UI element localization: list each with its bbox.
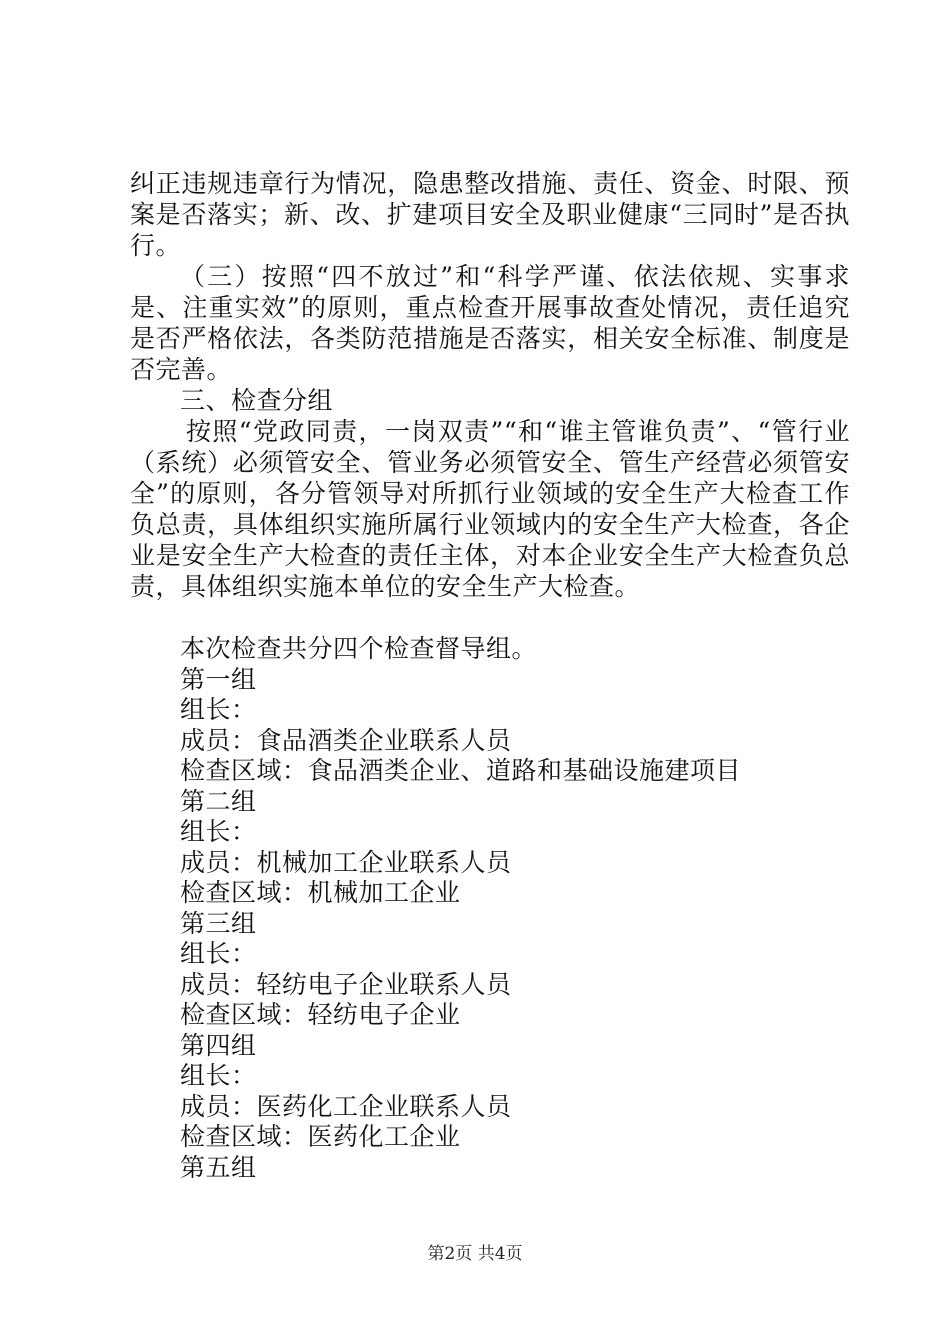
group-4-title: 第四组	[180, 1030, 257, 1060]
group-4-leader: 组长：	[180, 1061, 257, 1090]
group-1-leader: 组长：	[180, 695, 257, 724]
group-3-title: 第三组	[180, 908, 257, 938]
group-2-title: 第二组	[180, 786, 257, 816]
group-2-area: 检查区域：机械加工企业	[180, 878, 461, 907]
body-text	[130, 168, 850, 602]
section-heading-grouping: 三、检查分组	[180, 386, 334, 415]
group-2-leader: 组长：	[180, 817, 257, 846]
group-list	[180, 634, 840, 1183]
page-footer: 第2页 共4页	[427, 1244, 523, 1264]
group-4-members: 成员：医药化工企业联系人员	[180, 1091, 512, 1121]
group-list-intro: 本次检查共分四个检查督导组。	[180, 634, 538, 663]
group-1-members: 成员：食品酒类企业联系人员	[180, 725, 512, 755]
group-2-members: 成员：机械加工企业联系人员	[180, 847, 512, 877]
group-3-members: 成员：轻纺电子企业联系人员	[180, 969, 512, 999]
group-3-leader: 组长：	[180, 939, 257, 968]
group-3-area: 检查区域：轻纺电子企业	[180, 1000, 461, 1029]
group-1-area: 检查区域：食品酒类企业、道路和基础设施建项目	[180, 756, 742, 785]
group-4-area: 检查区域：医药化工企业	[180, 1122, 461, 1151]
group-5-title: 第五组	[180, 1152, 257, 1182]
paragraph-responsibility: 按照“党政同责，一岗双责”“和“谁主管谁负责”、“管行业（系统）必须管安全、管业务必须管安全、管生产经营必须管安全”的原则，各分管领导对所抓行业领域的安全生产大检查工作负总责，具体组织实施所属行业领域内的安全生产大检查，各企业是安全生产大检查的责任主体，对本企业安全生产大检查负总责，具体组织实施本单位的安全生产大检查。	[130, 417, 850, 601]
paragraph-item-three: （三）按照“四不放过”和“科学严谨、依法依规、实事求是、注重实效”的原则，重点检查开展事故查处情况，责任追究是否严格依法，各类防范措施是否落实，相关安全标准、制度是否完善。	[130, 262, 850, 384]
group-1-title: 第一组	[180, 664, 257, 694]
paragraph-inspection-items: 纠正违规违章行为情况，隐患整改措施、责任、资金、时限、预案是否落实；新、改、扩建项目安全及职业健康“三同时”是否执行。	[130, 169, 850, 260]
